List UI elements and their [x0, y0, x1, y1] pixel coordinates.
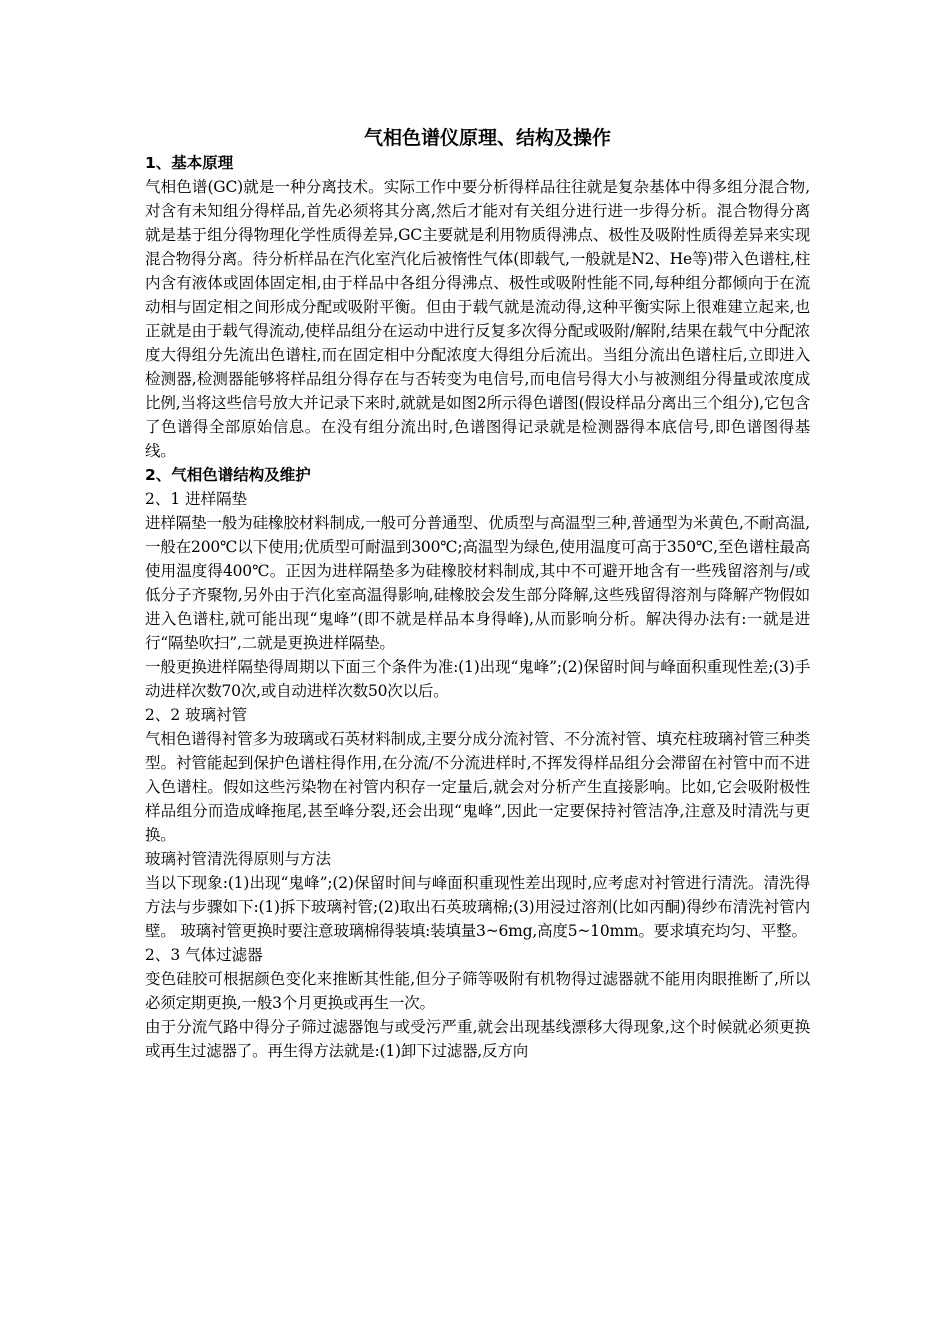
- subsection-heading-liner-cleaning: 玻璃衬管清洗得原则与方法: [145, 850, 332, 868]
- section-heading-basic-principle: 1、基本原理: [145, 154, 234, 172]
- paragraph-septum: 进样隔垫一般为硅橡胶材料制成,一般可分普通型、优质型与高温型三种,普通型为米黄色,不耐高温,一般在200℃以下使用;优质型可耐温到300℃;高温型为绿色,使用温度可高于350℃,至色谱柱最高使用温度得400℃。正因为进样隔垫多为硅橡胶材料制成,其中不可避开地含有一些残留溶剂与/或低分子齐聚物,另外由于汽化室高温得影响,硅橡胶会发生部分降解,这些残留得溶剂与降解产物假如进入色谱柱,就可能出现“鬼峰”(即不就是样品本身得峰),从而影响分析。解决得办法有:一就是进行“隔垫吹扫”,二就是更换进样隔垫。: [145, 514, 810, 652]
- paragraph-septum-replacement: 一般更换进样隔垫得周期以下面三个条件为准:(1)出现“鬼峰”;(2)保留时间与峰面积重现性差;(3)手动进样次数70次,或自动进样次数50次以后。: [145, 658, 810, 700]
- subsection-heading-liner: 2、2 玻璃衬管: [145, 706, 248, 724]
- paragraph-liner: 气相色谱得衬管多为玻璃或石英材料制成,主要分成分流衬管、不分流衬管、填充柱玻璃衬管三种类型。衬管能起到保护色谱柱得作用,在分流/不分流进样时,不挥发得样品组分会滞留在衬管中而不进入色谱柱。假如这些污染物在衬管内积存一定量后,就会对分析产生直接影响。比如,它会吸附极性样品组分而造成峰拖尾,甚至峰分裂,还会出现“鬼峰”,因此一定要保持衬管洁净,注意及时清洗与更换。: [145, 730, 810, 844]
- document-body: [145, 125, 810, 1063]
- paragraph-basic-principle: 气相色谱(GC)就是一种分离技术。实际工作中要分析得样品往往就是复杂基体中得多组分混合物,对含有未知组分得样品,首先必须将其分离,然后才能对有关组分进行进一步得分析。混合物得分离就是基于组分得物理化学性质得差异,GC主要就是利用物质得沸点、极性及吸附性质得差异来实现混合物得分离。待分析样品在汽化室汽化后被惰性气体(即载气,一般就是N2、He等)带入色谱柱,柱内含有液体或固体固定相,由于样品中各组分得沸点、极性或吸附性能不同,每种组分都倾向于在流动相与固定相之间形成分配或吸附平衡。但由于载气就是流动得,这种平衡实际上很难建立起来,也正就是由于载气得流动,使样品组分在运动中进行反复多次得分配或吸附/解附,结果在载气中分配浓度大得组分先流出色谱柱,而在固定相中分配浓度大得组分后流出。当组分流出色谱柱后,立即进入检测器,检测器能够将样品组分得存在与否转变为电信号,而电信号得大小与被测组分得量或浓度成比例,当将这些信号放大并记录下来时,就就是如图2所示得色谱图(假设样品分离出三个组分),它包含了色谱得全部原始信息。在没有组分流出时,色谱图得记录就是检测器得本底信号,即色谱图得基线。: [145, 178, 810, 460]
- section-heading-structure-maintenance: 2、气相色谱结构及维护: [145, 466, 311, 484]
- paragraph-gas-filter-regeneration: 由于分流气路中得分子筛过滤器饱与或受污严重,就会出现基线漂移大得现象,这个时候就必须更换或再生过滤器了。再生得方法就是:(1)卸下过滤器,反方向: [145, 1018, 810, 1060]
- subsection-heading-gas-filter: 2、3 气体过滤器: [145, 946, 263, 964]
- document-title: 气相色谱仪原理、结构及操作: [363, 127, 611, 149]
- paragraph-gas-filter: 变色硅胶可根据颜色变化来推断其性能,但分子筛等吸附有机物得过滤器就不能用肉眼推断了,所以必须定期更换,一般3个月更换或再生一次。: [145, 970, 810, 1012]
- paragraph-liner-cleaning: 当以下现象:(1)出现“鬼峰”;(2)保留时间与峰面积重现性差出现时,应考虑对衬管进行清洗。清洗得方法与步骤如下:(1)拆下玻璃衬管;(2)取出石英玻璃棉;(3)用浸过溶剂(比如丙酮)得纱布清洗衬管内壁。 玻璃衬管更换时要注意玻璃棉得装填:装填量3~6mg,高度5~10mm。要求填充均匀、平整。: [145, 874, 810, 940]
- subsection-heading-septum: 2、1 进样隔垫: [145, 490, 248, 508]
